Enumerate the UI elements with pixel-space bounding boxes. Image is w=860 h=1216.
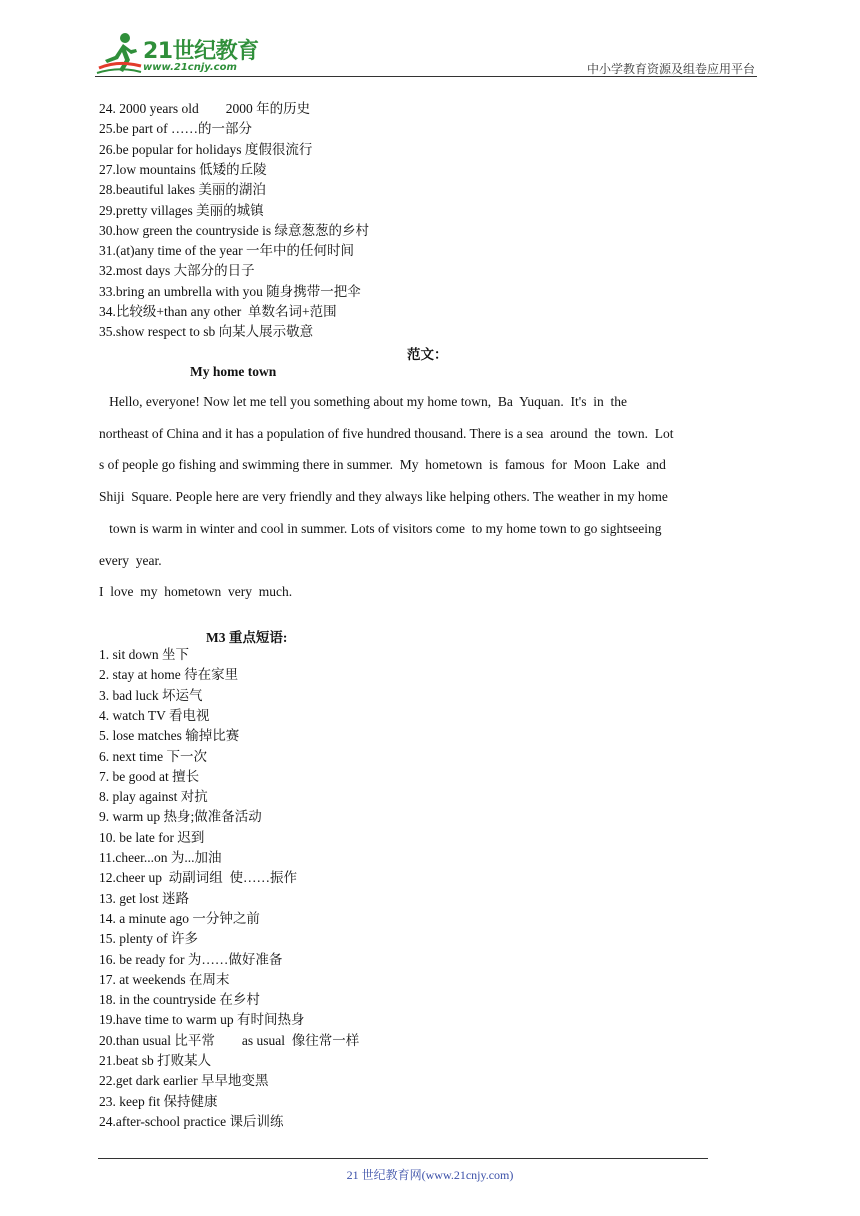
logo (95, 30, 265, 78)
m3-phrase-item: 16. be ready for 为……做好准备 (99, 951, 283, 967)
phrase-item: 32.most days 大部分的日子 (99, 263, 255, 279)
essay-line: I love my hometown very much. (99, 584, 293, 600)
essay-line: Hello, everyone! Now let me tell you something about my home town, Ba Yuquan. It's in the (99, 394, 627, 409)
m3-phrase-item: 7. be good at 擅长 (99, 768, 200, 784)
m3-phrase-item: 5. lose matches 输掉比赛 (99, 728, 240, 744)
essay-line: Shiji Square. People here are very friendly and they always like helping others. The weather in my home (99, 489, 668, 505)
m3-phrase-item: 3. bad luck 坏运气 (99, 687, 203, 703)
m3-phrase-item: 24.after-school practice 课后训练 (99, 1113, 284, 1129)
logo-url: www.21cnjy.com (143, 62, 237, 73)
page-header (95, 30, 755, 78)
footer-divider (98, 1158, 708, 1159)
m3-phrase-item: 4. watch TV 看电视 (99, 707, 210, 723)
m3-phrase-item: 23. keep fit 保持健康 (99, 1093, 218, 1109)
m3-phrase-item: 10. be late for 迟到 (99, 829, 205, 845)
m3-phrase-item: 9. warm up 热身;做准备活动 (99, 809, 262, 825)
phrase-item: 33.bring an umbrella with you 随身携带一把伞 (99, 283, 361, 299)
m3-phrase-item: 22.get dark earlier 早早地变黑 (99, 1073, 269, 1089)
essay-label: 范文： (407, 347, 448, 362)
m3-phrase-item: 15. plenty of 许多 (99, 931, 198, 947)
phrase-item: 27.low mountains 低矮的丘陵 (99, 161, 267, 177)
m3-phrase-item: 17. at weekends 在周末 (99, 971, 230, 987)
m3-phrase-item: 13. get lost 迷路 (99, 890, 189, 906)
essay-line: s of people go fishing and swimming there in summer. My hometown is famous for Moon Lake and (99, 457, 666, 473)
m3-title: M3 重点短语: (206, 630, 288, 645)
essay-line: northeast of China and it has a population of five hundred thousand. There is a sea around the town. Lot (99, 425, 674, 441)
m3-phrase-item: 19.have time to warm up 有时间热身 (99, 1012, 305, 1028)
phrase-item: 29.pretty villages 美丽的城镇 (99, 202, 264, 218)
phrase-item: 31.(at)any time of the year 一年中的任何时间 (99, 243, 354, 259)
phrase-item: 35.show respect to sb 向某人展示敬意 (99, 324, 314, 340)
logo-text: 21世纪教育 (143, 39, 259, 64)
m3-phrase-item: 6. next time 下一次 (99, 748, 207, 764)
m3-phrase-item: 8. play against 对抗 (99, 789, 208, 805)
m3-phrase-item: 18. in the countryside 在乡村 (99, 992, 260, 1008)
platform-name: 中小学教育资源及组卷应用平台 (586, 62, 755, 76)
m3-phrase-item: 1. sit down 坐下 (99, 647, 190, 662)
m3-phrase-item: 11.cheer...on 为...加油 (99, 850, 222, 865)
phrase-item: 34.比较级+than any other 单数名词+范围 (99, 304, 337, 319)
phrase-item: 26.be popular for holidays 度假很流行 (99, 141, 313, 157)
m3-phrase-item: 21.beat sb 打败某人 (99, 1053, 212, 1068)
m3-phrase-item: 20.than usual 比平常 as usual 像往常一样 (99, 1032, 360, 1048)
header-divider (95, 76, 757, 77)
phrase-item: 30.how green the countryside is 绿意葱葱的乡村 (99, 222, 369, 238)
phrase-item: 25.be part of ……的一部分 (99, 121, 252, 137)
phrase-item: 24. 2000 years old 2000 年的历史 (99, 101, 311, 116)
essay-line: every year. (99, 552, 162, 568)
runner-icon (95, 30, 143, 76)
m3-phrase-item: 14. a minute ago 一分钟之前 (99, 910, 260, 926)
essay-title: My home town (190, 364, 277, 379)
phrase-item: 28.beautiful lakes 美丽的湖泊 (99, 182, 266, 198)
footer-text: 21 世纪教育网(www.21cnjy.com) (346, 1168, 514, 1182)
m3-phrase-item: 2. stay at home 待在家里 (99, 667, 239, 683)
m3-phrase-item: 12.cheer up 动副词组 使……振作 (99, 870, 297, 886)
essay-line: town is warm in winter and cool in summer. Lots of visitors come to my home town to go sightseeing (99, 520, 662, 536)
